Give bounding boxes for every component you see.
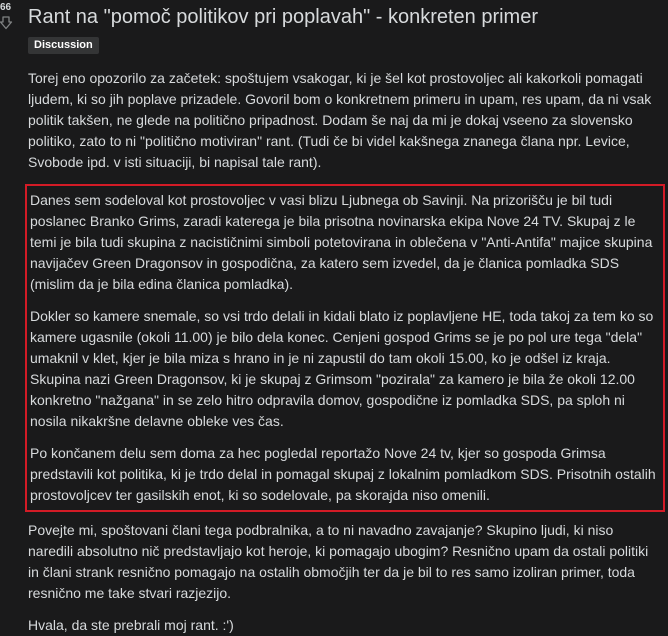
post-paragraph-question: Povejte mi, spoštovani člani tega podbralnika, a to ni navadno zavajanje? Skupino ljudi, ki niso naredili absolutno nič predstavljajo kot heroje, ki pomagajo ubogim? Resnično upam da ostali politiki in člani strank resnično pomagajo na ostalih območjih ter da je bil to res samo izoliran primer, toda resnično me take stvari razjezijo. xyxy=(28,522,649,601)
post-body xyxy=(28,0,668,636)
downvote-arrow-icon[interactable] xyxy=(0,16,12,30)
highlighted-paragraph: Po končanem delu sem doma za hec pogledal reportažo Nove 24 tv, kjer so gospoda Grimsa predstavili kot politika, ki je trdo delal in pomagal skupaj z lokalnim pomladkom SDS. Prisotnih ostalih prostovoljcev ter gasilskih enot, ki so sodelovale, pa skorajda niso omenili. xyxy=(30,445,656,503)
vote-count: 66 xyxy=(0,2,12,13)
post-flair[interactable]: Discussion xyxy=(28,37,99,54)
highlighted-paragraph: Danes sem sodeloval kot prostovoljec v vasi blizu Ljubnega ob Savinji. Na prizorišču je bil tudi poslanec Branko Grims, zaradi katerega je bila prisotna novinarska ekipa Nove 24 TV. Skupaj z le temi je bila tudi skupina z nacističnimi simboli potetovirana in oblečena v "Anti-Antifa" majice skupina navijačev Green Dragonsov in gospodična, za katero sem izvedel, da je članica pomladka SDS (mislim da je bila edina članica pomladka). xyxy=(30,192,653,292)
post-title[interactable]: Rant na "pomoč politikov pri poplavah" - konkreten primer xyxy=(28,6,538,28)
post-paragraph-intro: Torej eno opozorilo za začetek: spoštujem vsakogar, ki je šel kot prostovoljec ali kakorkoli pomagati ljudem, ki so jih poplave prizadele. Govoril bom o konkretnem primeru in upam, res upam, da ni vsak politik takšen, ne glede na politično pripadnost. Dodam še naj da mi je dokaj vseeno za slovensko politiko, zato to ni "politično motiviran" rant. (Tudi če bi videl kakšnega znanega člana npr. Levice, Svobode ipd. v isti situaciji, bi napisal tale rant). xyxy=(28,70,652,170)
post-paragraph-thanks: Hvala, da ste prebrali moj rant. :') xyxy=(28,617,234,633)
highlighted-section xyxy=(25,184,665,512)
highlighted-paragraph: Dokler so kamere snemale, so vsi trdo delali in kidali blato iz poplavljene HE, toda takoj za tem ko so kamere ugasnile (okoli 11.00) je bilo dela konec. Cenjeni gospod Grims se je po pol ure tega "dela" umaknil v klet, kjer je bila miza s hrano in je ni zapustil do tam okoli 15.00, ko je odšel iz kraja. Skupina nazi Green Dragonsov, ki je skupaj z Grimsom "pozirala" za kamero je bila že okoli 12.00 konkretno "nažgana" in se zelo hitro odpravila domov, gospodične iz pomladka SDS, pa sploh ni nosila nikakršne delavne obleke ves čas. xyxy=(30,308,654,429)
